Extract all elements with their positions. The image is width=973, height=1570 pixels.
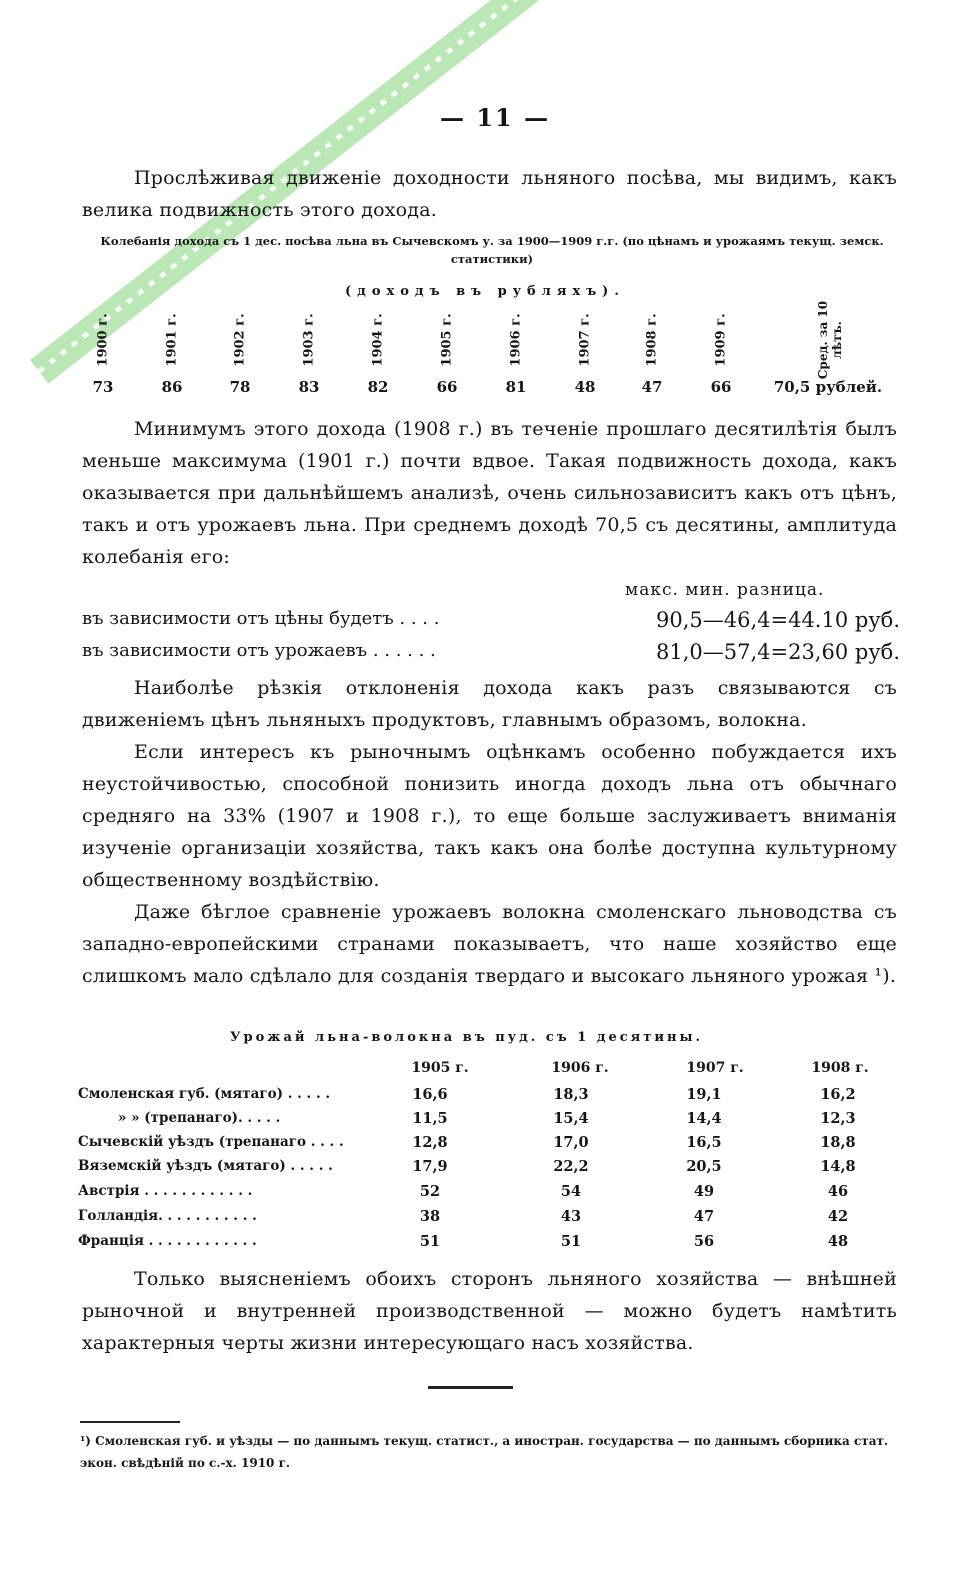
income-year: 1909 г. <box>713 313 729 367</box>
income-year: 1906 г. <box>508 313 524 367</box>
harvest-cell: 17,0 <box>553 1134 589 1151</box>
minimum-paragraph: Минимумъ этого дохода (1908 г.) въ теченіе прошлаго десятилѣтія былъ меньше максимума (1901 г.) почти вдвое. Такая подвижность дохода, какъ оказывается при дальнѣйшемъ анализѣ, очень сильнозависитъ какъ отъ цѣнъ, такъ и отъ урожаевъ льна. При среднемъ доходѣ 70,5 съ десятины, амплитуда колебанія его: <box>82 418 897 568</box>
final-paragraph: Только выясненіемъ обоихъ сторонъ льняного хозяйства — внѣшней рыночной и внутренней производственной — можно будетъ намѣтить характерныя черты жизни интересующаго насъ хозяйства. <box>82 1268 897 1354</box>
harvest-row-label: Вяземскій уѣздъ (мятаго) . . . . . <box>78 1158 333 1174</box>
table-row <box>78 1233 878 1257</box>
table-row <box>78 1158 878 1182</box>
harvest-column-header: 1907 г. <box>686 1060 744 1076</box>
harvest-cell: 11,5 <box>412 1110 448 1127</box>
harvest-row-label: Франція . . . . . . . . . . . . <box>78 1233 257 1249</box>
harvest-cell: 14,4 <box>686 1110 722 1127</box>
table-row <box>78 1110 878 1134</box>
page-number: — 11 — <box>440 103 551 132</box>
income-year: 1905 г. <box>439 313 455 367</box>
income-table-unit: (доходъ въ рубляхъ). <box>345 284 625 299</box>
income-year: 1903 г. <box>301 313 317 367</box>
harvest-cell: 19,1 <box>686 1086 722 1103</box>
harvest-cell: 47 <box>693 1208 715 1225</box>
harvest-cell: 54 <box>560 1183 582 1200</box>
harvest-cell: 38 <box>419 1208 441 1225</box>
harvest-cell: 20,5 <box>686 1158 722 1175</box>
table-row <box>78 1208 878 1232</box>
harvest-cell: 46 <box>827 1183 849 1200</box>
income-year: 1907 г. <box>577 313 593 367</box>
harvest-cell: 51 <box>560 1233 582 1250</box>
harvest-cell: 16,5 <box>686 1134 722 1151</box>
income-year: 1908 г. <box>644 313 660 367</box>
harvest-cell: 49 <box>693 1183 715 1200</box>
income-year: 1904 г. <box>370 313 386 367</box>
harvest-row-label: Австрія . . . . . . . . . . . . <box>78 1183 253 1199</box>
harvest-cell: 15,4 <box>553 1110 589 1127</box>
harvest-cell: 16,6 <box>412 1086 448 1103</box>
income-average-header: Сред. за 10 лѣтъ. <box>816 300 844 380</box>
harvest-cell: 12,3 <box>820 1110 856 1127</box>
harvest-cell: 16,2 <box>820 1086 856 1103</box>
income-year: 1902 г. <box>232 313 248 367</box>
harvest-column-header: 1908 г. <box>811 1060 869 1076</box>
amplitude-label: въ зависимости отъ цѣны будетъ . . . . <box>82 608 440 629</box>
harvest-cell: 14,8 <box>820 1158 856 1175</box>
intro-paragraph: Прослѣживая движеніе доходности льняного посѣва, мы видимъ, какъ велика подвижность этого дохода. <box>82 167 897 221</box>
harvest-cell: 18,8 <box>820 1134 856 1151</box>
income-value: 83 <box>298 378 320 396</box>
harvest-cell: 42 <box>827 1208 849 1225</box>
table-row <box>78 1134 878 1158</box>
income-table-caption: Колебанія дохода съ 1 дес. посѣва льна въ Сычевскомъ у. за 1900—1909 г.г. (по цѣнамъ и урожаямъ текущ. земск. статистики) <box>100 234 884 266</box>
income-year: 1901 г. <box>164 313 180 367</box>
footnote-rule <box>80 1421 180 1423</box>
harvest-cell: 51 <box>419 1233 441 1250</box>
table-row <box>78 1086 878 1110</box>
interest-paragraph: Если интересъ къ рыночнымъ оцѣнкамъ особенно побуждается ихъ неустойчивостью, способной понизить иногда доходъ льна отъ обычнаго средняго на 33% (1907 и 1908 г.), то еще больше заслуживаетъ вниманія изученіе организаціи хозяйства, такъ какъ она болѣе доступна культурному общественному воздѣйствію. <box>82 741 897 891</box>
amplitude-header: макс. мин. разница. <box>625 580 825 600</box>
income-value: 82 <box>367 378 389 396</box>
footnote: ¹) Смоленская губ. и уѣзды — по даннымъ текущ. статист., а иностран. государства — по даннымъ сборника стат. экон. свѣдѣній по с.-х. 1910 г. <box>80 1434 889 1470</box>
amplitude-value: 81,0—57,4=23,60 руб. <box>655 640 900 664</box>
income-value: 48 <box>574 378 596 396</box>
harvest-row-label: Голландія. . . . . . . . . . . <box>78 1208 257 1224</box>
income-value: 81 <box>505 378 527 396</box>
harvest-cell: 56 <box>693 1233 715 1250</box>
harvest-row-label: Смоленская губ. (мятаго) . . . . . <box>78 1086 331 1102</box>
section-divider <box>428 1386 513 1389</box>
harvest-cell: 18,3 <box>553 1086 589 1103</box>
harvest-row-label: Сычевскій уѣздъ (трепанаго . . . . <box>78 1134 344 1150</box>
amplitude-value: 90,5—46,4=44.10 руб. <box>655 608 900 632</box>
income-year: 1900 г. <box>95 313 111 367</box>
income-value: 47 <box>641 378 663 396</box>
harvest-column-header: 1905 г. <box>411 1060 469 1076</box>
harvest-table-caption: Урожай льна-волокна въ пуд. съ 1 десятины. <box>230 1030 704 1045</box>
income-value: 66 <box>710 378 732 396</box>
amplitude-label: въ зависимости отъ урожаевъ . . . . . . <box>82 640 436 661</box>
harvest-cell: 43 <box>560 1208 582 1225</box>
income-average-value: 70,5 рублей. <box>773 378 883 396</box>
harvest-row-label: » » (трепанаго). . . . . <box>118 1110 281 1126</box>
deviations-paragraph: Наиболѣе рѣзкія отклоненія дохода какъ разъ связываются съ движеніемъ цѣнъ льняныхъ продуктовъ, главнымъ образомъ, волокна. <box>82 677 897 731</box>
income-value: 86 <box>161 378 183 396</box>
harvest-column-header: 1906 г. <box>551 1060 609 1076</box>
table-row <box>78 1183 878 1207</box>
harvest-cell: 12,8 <box>412 1134 448 1151</box>
harvest-cell: 52 <box>419 1183 441 1200</box>
income-value: 73 <box>92 378 114 396</box>
comparison-paragraph: Даже бѣглое сравненіе урожаевъ волокна смоленскаго льноводства съ западно-европейскими странами показываетъ, что наше хозяйство еще слишкомъ мало сдѣлало для созданія твердаго и высокаго льняного урожая ¹). <box>82 901 897 987</box>
harvest-cell: 22,2 <box>553 1158 589 1175</box>
harvest-cell: 48 <box>827 1233 849 1250</box>
income-value: 66 <box>436 378 458 396</box>
harvest-cell: 17,9 <box>412 1158 448 1175</box>
income-value: 78 <box>229 378 251 396</box>
